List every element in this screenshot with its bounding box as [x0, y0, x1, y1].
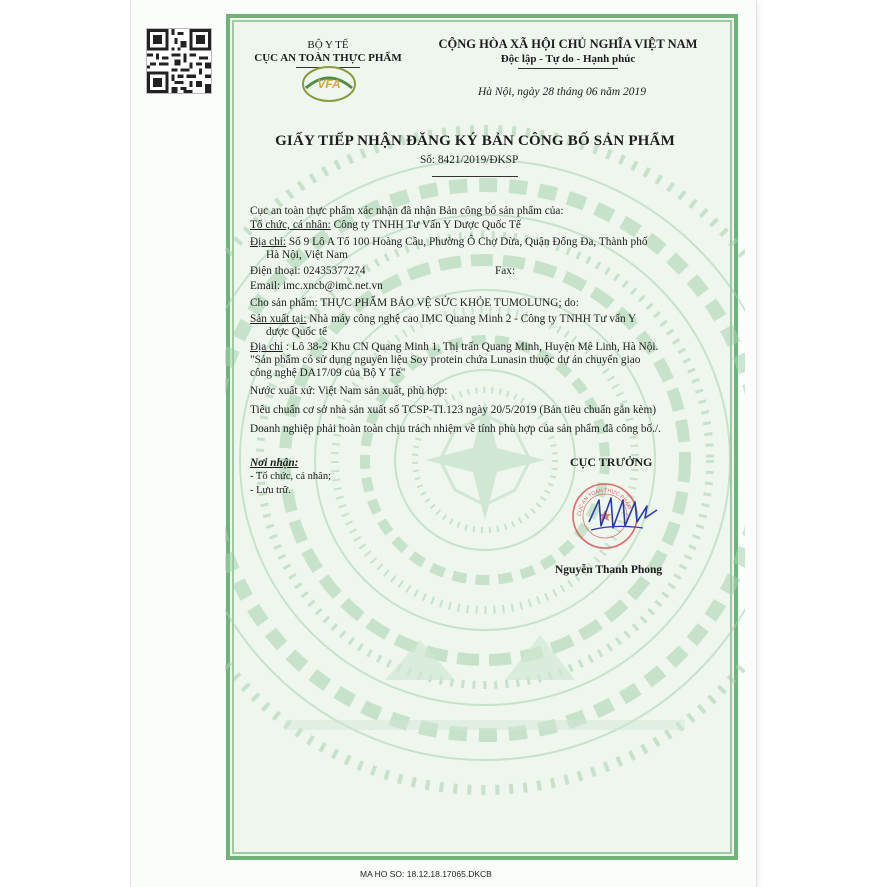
address-continuation: Hà Nội, Việt Nam: [266, 249, 348, 261]
product-line: Cho sản phẩm: THỰC PHẨM BẢO VỆ SỨC KHỎE TUMOLUNG; do:: [250, 297, 579, 309]
signature: [585, 492, 665, 537]
product-note-line-1: "Sản phẩm có sử dụng nguyên liệu Soy protein chứa Lunasin thuộc dự án chuyển giao: [250, 354, 641, 366]
factory-address-line: [250, 341, 658, 354]
title-underline: [432, 176, 518, 177]
qr-code: [146, 28, 212, 94]
organization-label: Tổ chức, cá nhân:: [250, 219, 331, 231]
producer-value: Nhà máy công nghệ cao IMC Quang Minh 2 - Công ty TNHH Tư vấn Y: [306, 313, 637, 325]
recipient-item-2: - Lưu trữ.: [250, 485, 291, 496]
country-name: CỘNG HÒA XÃ HỘI CHỦ NGHĨA VIỆT NAM: [438, 37, 698, 51]
address-label: Địa chỉ:: [250, 236, 287, 248]
producer-line: [250, 313, 636, 326]
vfa-logo-text: VFA: [317, 77, 341, 91]
agency-name: CỤC AN TOÀN THỰC PHẨM: [254, 52, 402, 64]
issue-date: Hà Nội, ngày 28 tháng 06 năm 2019: [478, 86, 647, 98]
responsibility-line: Doanh nghiệp phải hoàn toàn chịu trách nhiệm về tính phù hợp của sản phẩm đã công bố./.: [250, 423, 661, 435]
recipients-title: Nơi nhận:: [250, 457, 299, 469]
producer-label: Sản xuất tại:: [250, 313, 307, 325]
fax-line: Fax:: [495, 265, 516, 277]
standard-line: Tiêu chuẩn cơ sở nhà sản xuất số TCSP-TI.123 ngày 20/5/2019 (Bản tiêu chuẩn gắn kèm): [250, 404, 657, 416]
document-title: GIẤY TIẾP NHẬN ĐĂNG KÝ BẢN CÔNG BỐ SẢN PHẨM: [275, 133, 675, 149]
motto: Độc lập - Tự do - Hạnh phúc: [500, 53, 636, 65]
recipient-item-1: - Tổ chức, cá nhân;: [250, 471, 332, 482]
origin-line: Nước xuất xứ: Việt Nam sản xuất, phù hợp:: [250, 385, 448, 397]
signer-name: Nguyễn Thanh Phong: [555, 564, 663, 576]
producer-continuation: dược Quốc tế: [266, 326, 328, 338]
intro-text: Cục an toàn thực phẩm xác nhận đã nhận Bản công bố sản phẩm của:: [250, 205, 564, 217]
ministry-name: BỘ Y TẾ: [307, 39, 349, 51]
phone-line: Điện thoại: 02435377274: [250, 265, 366, 277]
email-line: Email: imc.xncb@imc.net.vn: [250, 280, 383, 292]
vfa-logo: [300, 64, 358, 104]
address-value: Số 9 Lô A Tổ 100 Hoàng Cầu, Phường Ô Chợ Dừa, Quận Đống Đa, Thành phố: [286, 236, 648, 248]
signer-title: CỤC TRƯỞNG: [570, 455, 653, 469]
product-note-line-2: công nghệ DA17/09 của Bộ Y Tế": [250, 367, 406, 379]
organization-value: Công ty TNHH Tư Vấn Y Dược Quốc Tế: [330, 219, 521, 231]
file-code: MA HO SO: 18.12.18.17065.DKCB: [360, 869, 492, 879]
motto-underline: [518, 68, 618, 69]
document-number: Số: 8421/2019/ĐKSP: [420, 154, 519, 166]
address-line: [250, 236, 648, 249]
stamp-text: CỤC AN TOÀN THỰC PHẨM: [576, 487, 632, 517]
factory-address-label: Địa chỉ: [250, 341, 283, 353]
factory-address-value: : Lô 38-2 Khu CN Quang Minh 1, Thị trấn Quang Minh, Huyện Mê Linh, Hà Nội.: [282, 341, 659, 353]
organization-line: [250, 219, 521, 232]
